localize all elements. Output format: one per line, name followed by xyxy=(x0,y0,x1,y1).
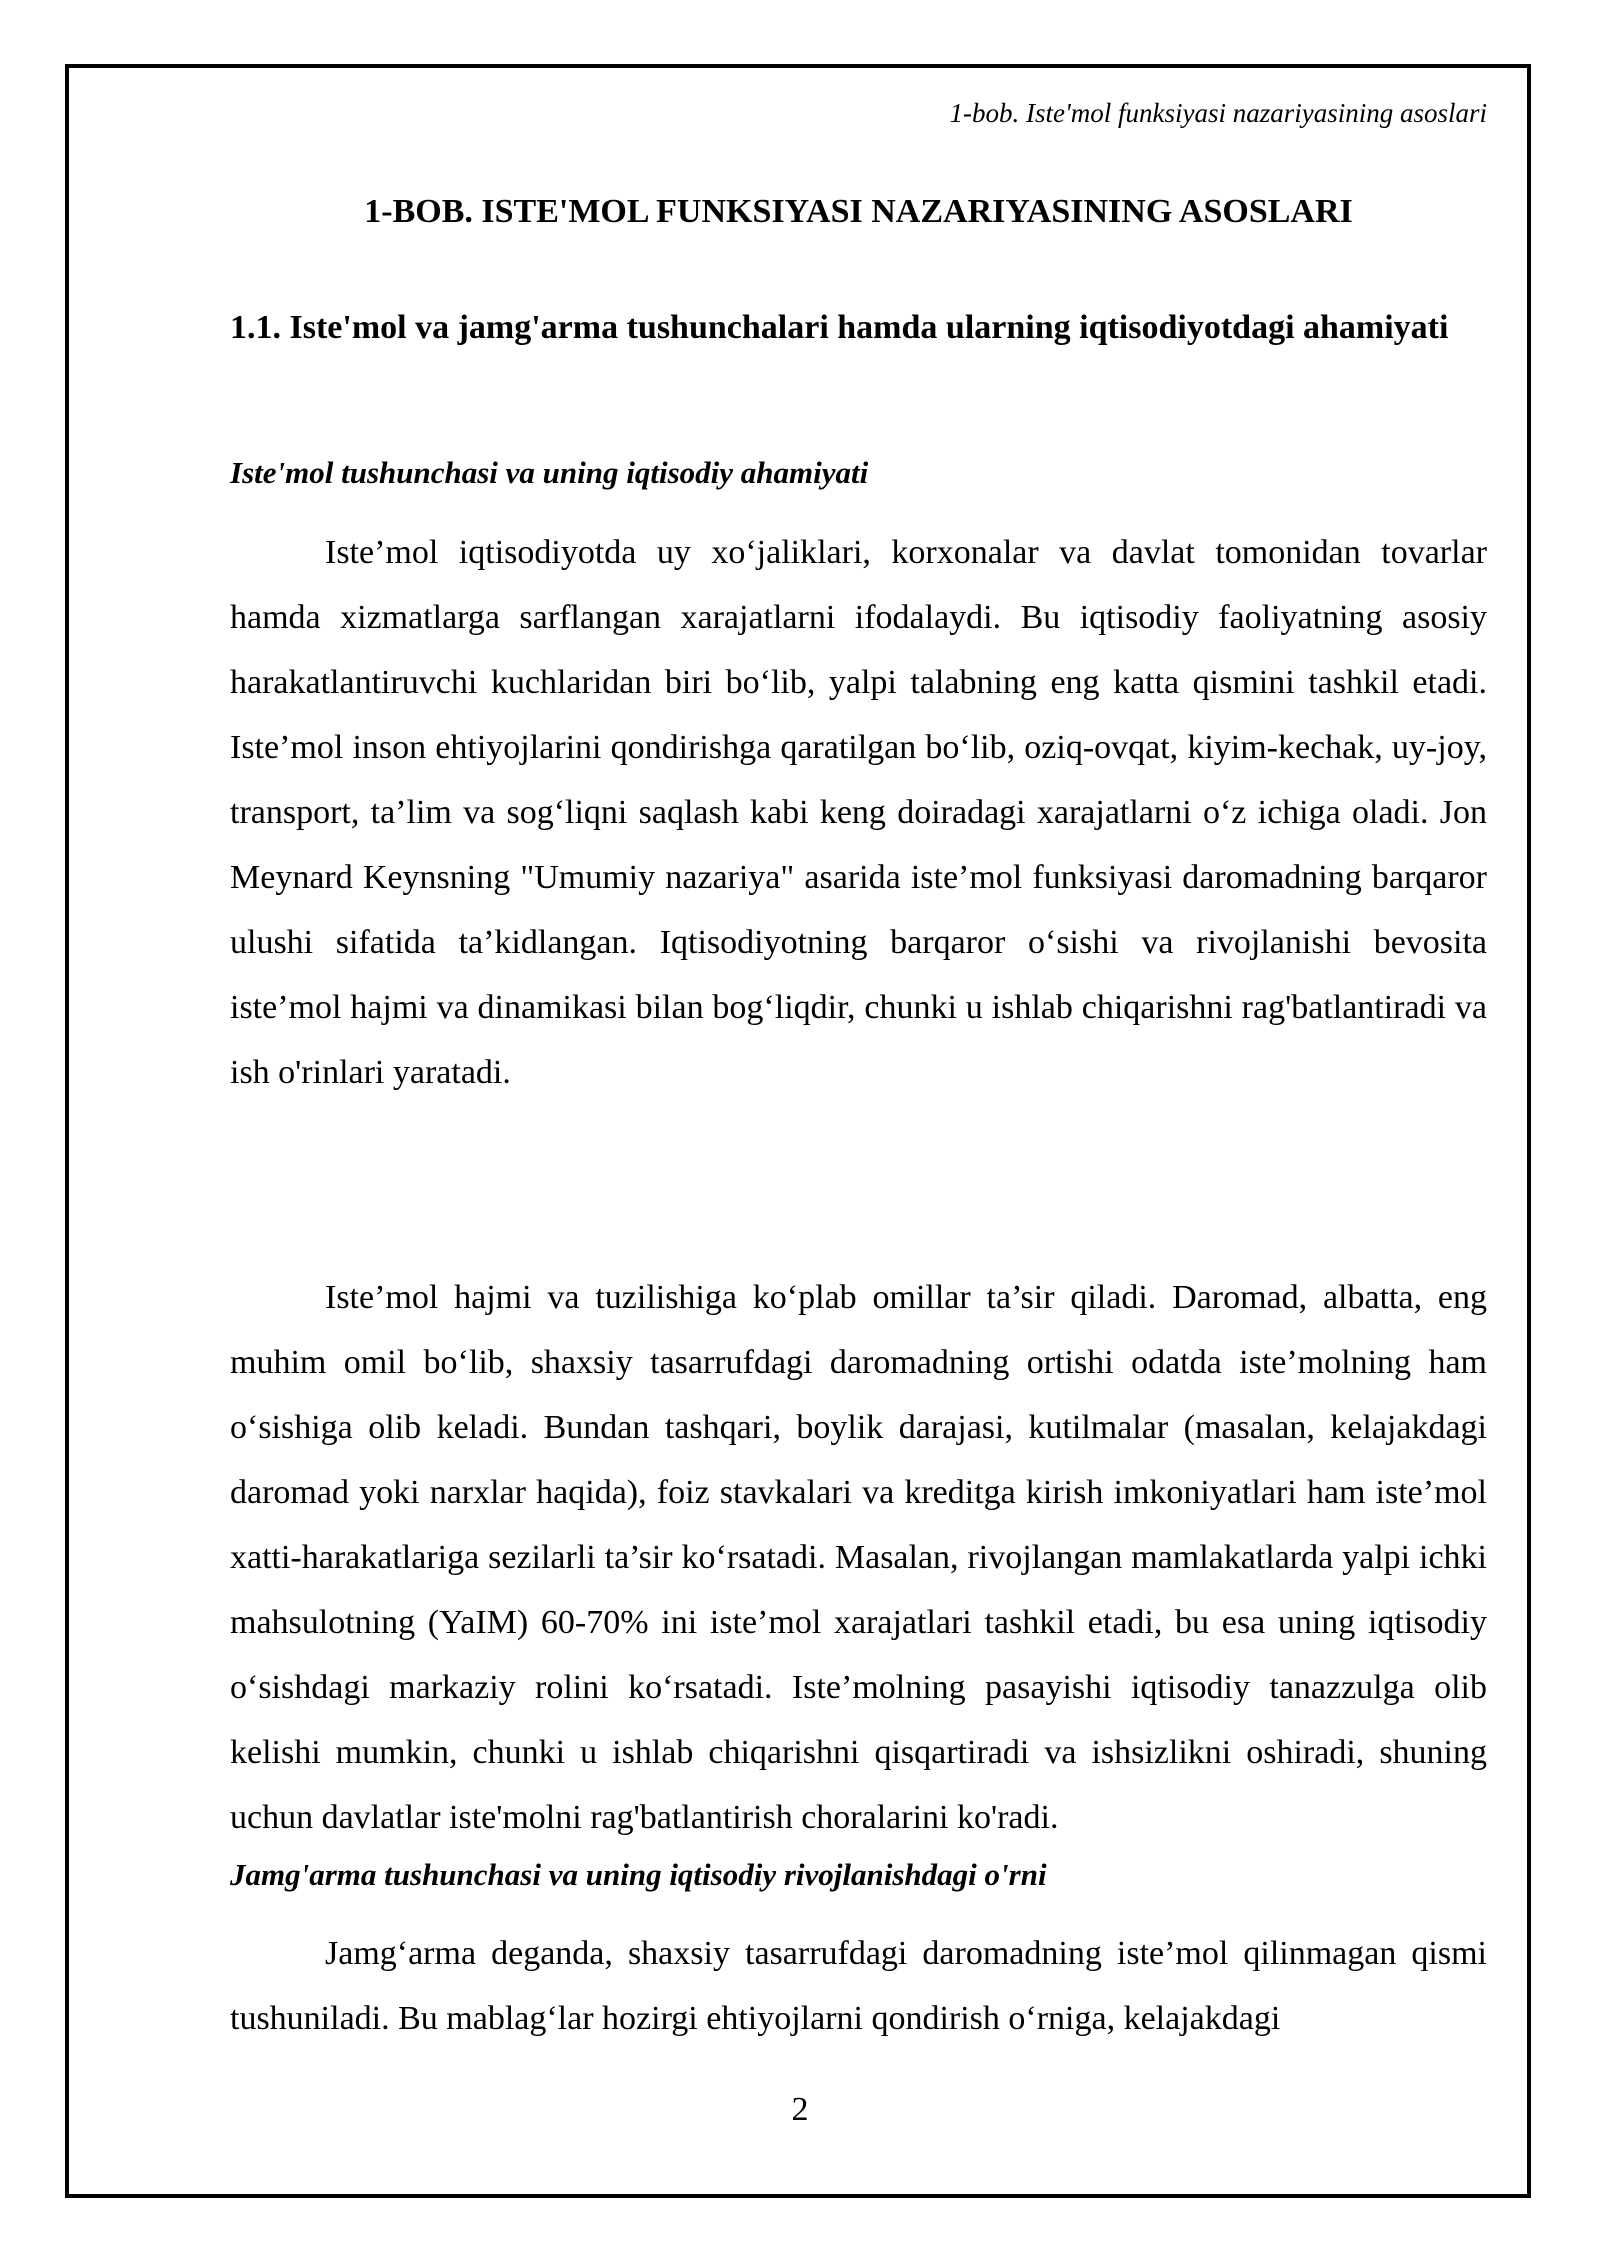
subsection-heading: Iste'mol tushunchasi va uning iqtisodiy ahamiyati xyxy=(230,455,869,490)
chapter-title: 1-BOB. ISTE'MOL FUNKSIYASI NAZARIYASINING ASOSLARI xyxy=(364,193,1353,230)
body-paragraph: Iste’mol iqtisodiyotda uy xo‘jaliklari, korxonalar va davlat tomonidan tovarlar hamda xizmatlarga sarflangan xarajatlarni ifodalaydi. Bu iqtisodiy faoliyatning asosiy harakatlantiruvchi kuchlaridan biri bo‘lib, yalpi talabning eng katta qismini tashkil etadi. Iste’mol inson ehtiyojlarini qondirishga qaratilgan bo‘lib, oziq-ovqat, kiyim-kechak, uy-joy, transport, ta’lim va sog‘liqni saqlash kabi keng doiradagi xarajatlarni o‘z ichiga oladi. Jon Meynard Keynsning "Umumiy nazariya" asarida iste’mol funksiyasi daromadning barqaror ulushi sifatida ta’kidlangan. Iqtisodiyotning barqaror o‘sishi va rivojlanishi bevosita iste’mol hajmi va dinamikasi bilan bog‘liqdir, chunki u ishlab chiqarishni rag'batlantiradi va ish o'rinlari yaratadi. xyxy=(230,534,1487,1091)
running-header: 1-bob. Iste'mol funksiyasi nazariyasining asoslari xyxy=(949,98,1487,128)
page-content xyxy=(230,95,1487,2037)
section-title: 1.1. Iste'mol va jamg'arma tushunchalari hamda ularning iqtisodiyotdagi ahamiyati xyxy=(230,309,1449,346)
body-paragraph: Jamg‘arma deganda, shaxsiy tasarrufdagi daromadning iste’mol qilinmagan qismi tushuniladi. Bu mablag‘lar hozirgi ehtiyojlarni qondirish o‘rniga, kelajakdagi xyxy=(230,1935,1487,2037)
page-number: 2 xyxy=(791,2091,809,2128)
body-paragraph: Iste’mol hajmi va tuzilishiga ko‘plab omillar ta’sir qiladi. Daromad, albatta, eng muhim omil bo‘lib, shaxsiy tasarrufdagi daromadning ortishi odatda iste’molning ham o‘sishiga olib keladi. Bundan tashqari, boylik darajasi, kutilmalar (masalan, kelajakdagi daromad yoki narxlar haqida), foiz stavkalari va kreditga kirish imkoniyatlari ham iste’mol xatti-harakatlariga sezilarli ta’sir ko‘rsatadi. Masalan, rivojlangan mamlakatlarda yalpi ichki mahsulotning (YaIM) 60-70% ini iste’mol xarajatlari tashkil etadi, bu esa uning iqtisodiy o‘sishdagi markaziy rolini ko‘rsatadi. Iste’molning pasayishi iqtisodiy tanazzulga olib kelishi mumkin, chunki u ishlab chiqarishni qisqartiradi va ishsizlikni oshiradi, shuning uchun davlatlar iste'molni rag'batlantirish choralarini ko'radi. xyxy=(230,1279,1487,1836)
subsection-heading: Jamg'arma tushunchasi va uning iqtisodiy rivojlanishdagi o'rni xyxy=(230,1857,1047,1892)
